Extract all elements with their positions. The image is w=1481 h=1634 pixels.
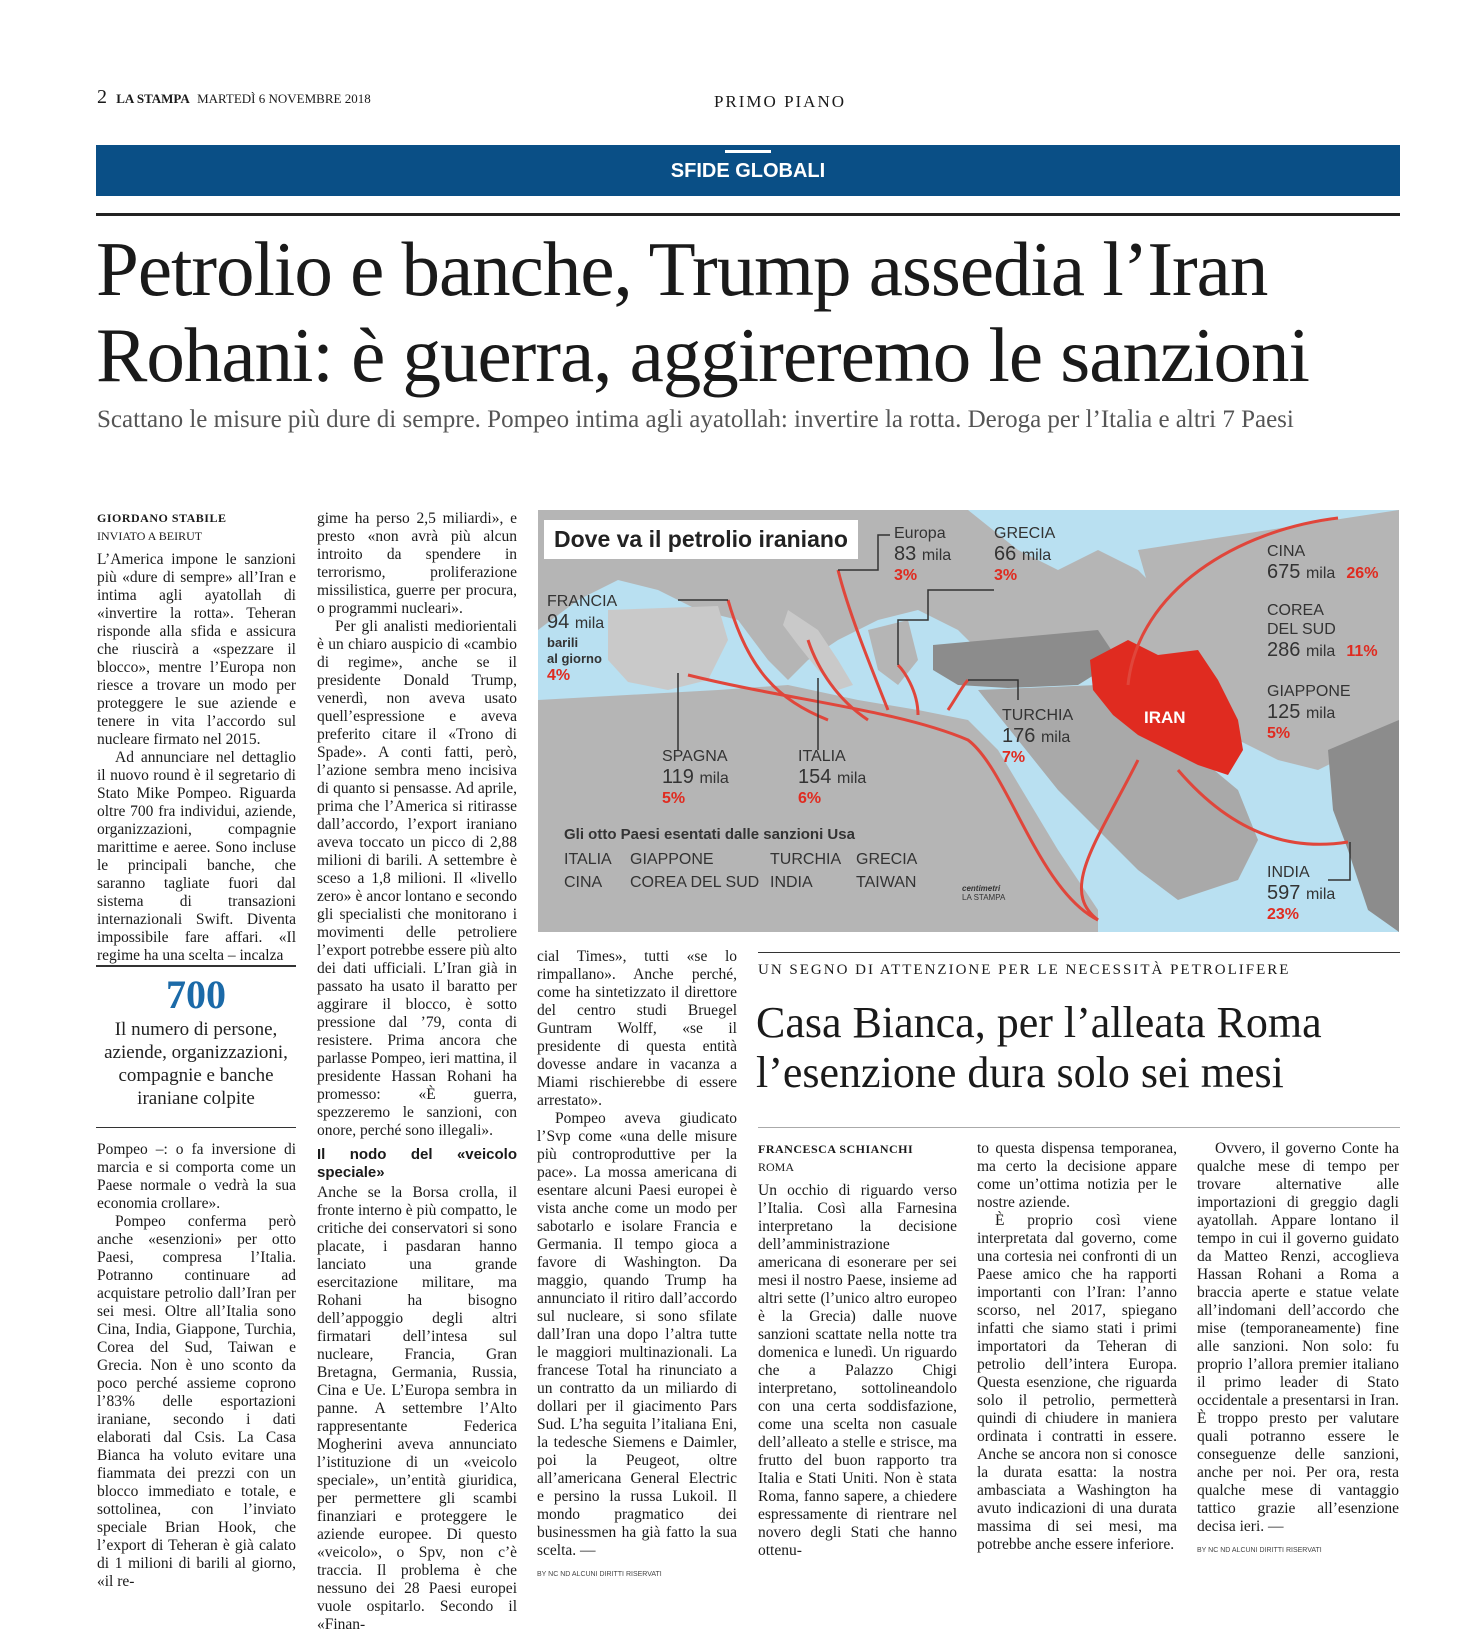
label-francia bbox=[547, 592, 617, 685]
article2-column-2 bbox=[977, 1140, 1177, 1554]
exempt-country: GIAPPONE bbox=[630, 851, 714, 868]
exempt-countries-box bbox=[564, 826, 984, 892]
exempt-country: TURCHIA bbox=[770, 851, 842, 868]
country-share: 26% bbox=[1346, 565, 1379, 582]
article1-paragraph: L’America impone le sanzioni più «dure di sempre» all’Iran e intima agli ayatollah di «invertire la rotta». Teheran risponde alla sfida e assicura che riuscirà a «spezzare il blocco», mentre l’Europa non riesce a trovare un modo per proteggere le sue aziende e tenere in vita l’accordo sul nucleare firmato nel 2015. bbox=[97, 551, 296, 748]
country-share: 4% bbox=[547, 667, 571, 684]
article1-paragraph: Ad annunciare nel dettaglio il nuovo round è il segretario di Stato Mike Pompeo. Riguarda oltre 700 fra individui, aziende, organizzazioni, compagnie marittime e aeree. Sono incluse le principali banche, che saranno tagliate fuori dal sistema di transazioni internazionali Swift. Diventa impossibile fare affari. «Il regime ha una scelta – incalza bbox=[97, 749, 296, 964]
value-unit: mila bbox=[1305, 705, 1336, 722]
country-name: GRECIA bbox=[994, 525, 1056, 542]
headline-deck: Scattano le misure più dure di sempre. Pompeo intima agli ayatollah: invertire la rotta. Deroga per l’Italia e altri 7 Paesi bbox=[97, 406, 1294, 433]
value-unit: mila bbox=[1305, 643, 1336, 660]
exempt-list bbox=[564, 851, 984, 892]
country-name: GIAPPONE bbox=[1267, 683, 1351, 700]
country-value: 286 bbox=[1267, 639, 1301, 661]
country-value: 66 bbox=[994, 543, 1017, 565]
country-share: 7% bbox=[1002, 749, 1026, 766]
section-label: PRIMO PIANO bbox=[713, 92, 847, 111]
country-value: 675 bbox=[1267, 561, 1301, 583]
article2-headline-line-1: Casa Bianca, per l’alleata Roma bbox=[756, 998, 1322, 1047]
country-value: 94 bbox=[547, 611, 570, 633]
country-name: FRANCIA bbox=[547, 593, 618, 610]
article1-column-3 bbox=[537, 948, 737, 1584]
label-corea-values bbox=[1267, 639, 1378, 663]
stat-number: 700 bbox=[166, 972, 226, 1017]
country-share: 3% bbox=[994, 567, 1018, 584]
country-value: 176 bbox=[1002, 725, 1036, 747]
land-turkey bbox=[933, 630, 1118, 688]
country-share: 23% bbox=[1267, 906, 1300, 923]
exempt-country: COREA DEL SUD bbox=[630, 874, 760, 891]
exempt-title: Gli otto Paesi esentati dalle sanzioni Usa bbox=[564, 826, 855, 843]
value-unit: mila bbox=[921, 547, 952, 564]
credit-paper: LA STAMPA bbox=[962, 893, 1006, 902]
article2-headline-line-2: l’esenzione dura solo sei mesi bbox=[756, 1048, 1284, 1097]
value-unit-line-2: al giorno bbox=[547, 651, 602, 666]
value-unit-line-1: barili bbox=[547, 635, 579, 650]
article1-paragraph: gime ha perso 2,5 miliardi», e presto «non avrà più alcun introito da spendere in terrorismo, proliferazione missilistica, guerre per procura, o programmi nucleari». bbox=[317, 510, 517, 617]
headline-rule bbox=[96, 213, 1400, 216]
country-name: COREA DEL SUD bbox=[1267, 602, 1336, 638]
article1-column-2 bbox=[317, 510, 517, 1634]
exempt-country: GRECIA bbox=[856, 851, 918, 868]
article1-paragraph: Per gli analisti mediorientali è un chiaro auspicio di «cambio di regime», anche se il presidente Donald Trump, venerdì, non aveva usato quell’espressione e aveva preferito citare il «Trono di Spade». A conti fatti, però, l’azione sembra meno incisiva di quanto si pensasse. Ad aprile, prima che l’America si ritirasse dall’accordo, l’export iraniano aveva toccato un picco di 2,88 milioni di barili. A settembre è sceso a 1,8 milioni. Il «livello zero» è ancor lontano e secondo gli specialisti che monitorano i movimenti delle petroliere l’export potrebbe essere più alto dei dati ufficiali. L’Iran già in passato ha usato il baratto per aggirare il blocco, è sotto pressione dal ’79, conta di resistere. Prima ancora che parlasse Pompeo, ieri mattina, il presidente Hassan Rohani ha promesso: «È guerra, spezzeremo le sanzioni, con onore, perché sono illegali». bbox=[317, 618, 517, 1139]
country-share: 3% bbox=[894, 567, 918, 584]
article2-kicker: UN SEGNO DI ATTENZIONE PER LE NECESSITÀ PETROLIFERE bbox=[758, 962, 1291, 978]
label-spagna bbox=[662, 747, 729, 808]
article2-author: FRANCESCA SCHIANCHI bbox=[758, 1142, 914, 1156]
article2-divider bbox=[758, 1127, 1400, 1128]
label-turchia bbox=[1002, 706, 1073, 767]
country-share: 5% bbox=[1267, 725, 1291, 742]
oil-map-infographic bbox=[538, 510, 1399, 932]
country-value: 119 bbox=[662, 766, 694, 788]
page-number: 2 bbox=[97, 86, 107, 108]
value-unit: mila bbox=[699, 770, 729, 787]
label-europa bbox=[894, 524, 951, 585]
iran-label: IRAN bbox=[1144, 708, 1186, 727]
article1-author: GIORDANO STABILE bbox=[97, 511, 227, 525]
exempt-country: ITALIA bbox=[564, 851, 612, 868]
license-note: BY NC ND ALCUNI DIRITTI RISERVATI bbox=[537, 1571, 662, 1578]
country-name: CINA bbox=[1267, 543, 1306, 560]
graphic-credit bbox=[962, 884, 1005, 902]
country-name: TURCHIA bbox=[1002, 707, 1074, 724]
country-value: 83 bbox=[894, 543, 917, 565]
value-unit: mila bbox=[1040, 729, 1071, 746]
article2-paragraph: Un occhio di riguardo verso l’Italia. Così alla Farnesina interpretano la decisione dell’amministrazione americana di esonerare per sei mesi il nostro Paese, insieme ad altri sette (l’unico altro europeo è la Grecia) dalle nuove sanzioni scattate nella notte tra domenica e lunedì. Un riguardo che a Palazzo Chigi interpretano, sottolineandolo con una certa soddisfazione, come una scelta non casuale dell’alleato a stelle e strisce, ma frutto del buon rapporto tra Italia e Stati Uniti. Non è stata Roma, fanno sapere, a chiedere espressamente di rientrare nel novero degli Stati che hanno ottenu- bbox=[758, 1182, 957, 1559]
country-share: 5% bbox=[662, 790, 686, 807]
article1-author-role: INVIATO A BEIRUT bbox=[97, 529, 203, 543]
article1-column-1 bbox=[97, 509, 296, 965]
country-share: 11% bbox=[1346, 643, 1378, 660]
article1-paragraph: cial Times», tutti «se lo rimpallano». Anche perché, come ha sintetizzato il direttore del centro studi Bruegel Guntram Wolff, «se il presidente di questa entità dovesse andare in vacanza a Miami rischierebbe di essere arrestato». bbox=[537, 948, 737, 1109]
article2-paragraph: to questa dispensa temporanea, ma certo la decisione appare come un’ottima notizia per le nostre aziende. bbox=[977, 1140, 1177, 1211]
label-giappone bbox=[1267, 682, 1351, 743]
article1-paragraph: Pompeo –: o fa inversione di marcia e si comporta come un Paese normale o vedrà la sua economia crollare». bbox=[97, 1141, 296, 1212]
map-title: Dove va il petrolio iraniano bbox=[544, 520, 858, 559]
credit-agency: centimetri bbox=[962, 884, 1001, 893]
country-value: 125 bbox=[1267, 701, 1301, 723]
article2-place: ROMA bbox=[758, 1160, 795, 1174]
country-share: 6% bbox=[798, 790, 822, 807]
article1-paragraph: Pompeo conferma però anche «esenzioni» per otto Paesi, compresa l’Italia. Potranno continuare ad acquistare petrolio dall’Iran per sei mesi. Oltre all’Italia sono Cina, India, Giappone, Turchia, Corea del Sud, Taiwan e Grecia. Non è uno sconto da poco perché assieme coprono l’83% delle esportazioni iraniane, secondo i dati elaborati dal Csis. La Casa Bianca ha voluto evitare una fiammata dei prezzi con un blocco immediato e totale, e sottolinea, con l’inviato speciale Brian Hook, che l’export di Teheran è già calato di 1 milioni di barili al giorno, «il re- bbox=[97, 1213, 296, 1590]
headline-line-2: Rohani: è guerra, aggireremo le sanzioni bbox=[96, 312, 1309, 398]
article2-column-3 bbox=[1197, 1140, 1399, 1560]
exempt-country: TAIWAN bbox=[856, 874, 917, 891]
country-value: 154 bbox=[798, 766, 832, 788]
license-note: BY NC ND ALCUNI DIRITTI RISERVATI bbox=[1197, 1547, 1322, 1554]
article2-paragraph: È proprio così viene interpretata dal governo, come una cortesia nei confronti di un Paese amico che ha rapporti importanti con l’Iran: l’anno scorso, nel 2017, spiegano infatti che siamo stati i primi importatori da Teheran di petrolio dell’intera Europa. Questa esenzione, che riguarda solo il petrolio, permetterà quindi di chiudere in maniera ordinata i contratti in essere. Anche se ancora non si conosce la durata esatta: la nostra ambasciata a Washington ha avuto indicazioni di una durata massima di sei mesi, ma potrebbe anche essere inferiore. bbox=[977, 1212, 1177, 1553]
country-value: 597 bbox=[1267, 882, 1301, 904]
stat-caption: Il numero di persone, aziende, organizzazioni, compagnie e banche iraniane colpite bbox=[104, 1019, 288, 1109]
country-name: Europa bbox=[894, 525, 946, 542]
stat-box bbox=[96, 965, 296, 1128]
article1-paragraph: Anche se la Borsa crolla, il fronte interno è più compatto, le critiche dei conservatori si sono placate, i pasdaran hanno lanciato una grande esercitazione militare, ma Rohani ha bisogno dell’appoggio degli altri firmatari dell’intesa sul nucleare, Francia, Gran Bretagna, Germania, Russia, Cina e Ue. L’Europa sembra in panne. A settembre l’Alto rappresentante Federica Mogherini aveva annunciato l’istituzione di un «veicolo speciale», un’entità giuridica, per permettere gli scambi finanziari e proteggere le aziende europee. Di questo «veicolo», o Spv, non c’è traccia. Il problema è che nessuno dei 28 Paesi europei vuole ospitarlo. Secondo il «Finan- bbox=[317, 1184, 517, 1633]
country-name: INDIA bbox=[1267, 864, 1310, 881]
label-india bbox=[1267, 863, 1335, 924]
label-italia bbox=[798, 747, 866, 808]
article1-paragraph: Pompeo aveva giudicato l’Svp come «una delle misure più controproduttive per la pace». La mossa americana di esentare alcuni Paesi europei è vista anche come un modo per sabotarlo e isolare Francia e Germania. Il tempo gioca a favore di Washington. Da maggio, quando Trump ha annunciato il ritiro dall’accordo sul nucleare, si sono sfilate dall’Iran una dopo l’altra tutte le maggiori multinazionali. La francese Total ha rinunciato a un contratto da un miliardo di dollari per il giacimento Pars Sud. L’ha seguita l’italiana Eni, la tedesche Siemens e Daimler, poi la Peugeot, oltre all’americana General Electric e persino la russa Lukoil. Il mondo pragmatico dei businessmen ha già fatto la sua scelta. — bbox=[537, 1110, 737, 1559]
country-name: SPAGNA bbox=[662, 748, 728, 765]
article1-column-1-continued bbox=[97, 1141, 296, 1591]
article2-column-1 bbox=[758, 1140, 957, 1560]
topic-label: SFIDE GLOBALI bbox=[670, 160, 826, 182]
label-grecia bbox=[994, 524, 1055, 585]
exempt-country: CINA bbox=[564, 874, 603, 891]
headline-line-1: Petrolio e banche, Trump assedia l’Iran bbox=[96, 226, 1268, 312]
country-name: ITALIA bbox=[798, 748, 846, 765]
newspaper-brand: LA STAMPA bbox=[116, 91, 190, 106]
article2-headline bbox=[756, 998, 1416, 1098]
topic-band bbox=[96, 145, 1400, 196]
article1-subhead: Il nodo del «veicolo speciale» bbox=[317, 1146, 517, 1181]
band-accent-bar bbox=[725, 150, 771, 153]
value-unit: mila bbox=[1305, 886, 1336, 903]
value-unit: mila bbox=[836, 770, 867, 787]
land-iberia bbox=[608, 606, 728, 690]
issue-date: MARTEDÌ 6 NOVEMBRE 2018 bbox=[197, 91, 371, 106]
value-unit: mila bbox=[574, 615, 605, 632]
label-cina bbox=[1267, 542, 1378, 585]
land-india bbox=[1328, 720, 1399, 932]
main-headline bbox=[96, 226, 1416, 398]
value-unit: mila bbox=[1021, 547, 1052, 564]
value-unit: mila bbox=[1305, 565, 1336, 582]
article2-rule bbox=[758, 952, 1400, 953]
article2-paragraph: Ovvero, il governo Conte ha qualche mese di tempo per trovare alternative alle importazioni di greggio dagli ayatollah. Appare lontano il tempo in cui il governo guidato da Matteo Renzi, accoglieva Hassan Rohani a Roma a braccia aperte e statue velate all’indomani dell’accordo che mise (temporaneamente) fine alle sanzioni. Non solo: fu proprio l’allora premier italiano il primo leader di Stato occidentale a presentarsi in Iran. È troppo presto per valutare quali potranno essere le conseguenze delle sanzioni, anche per noi. Per ora, resta qualche mese di vantaggio tattico grazie all’esenzione decisa ieri. — bbox=[1197, 1140, 1399, 1535]
exempt-country: INDIA bbox=[770, 874, 813, 891]
label-corea bbox=[1267, 601, 1347, 639]
